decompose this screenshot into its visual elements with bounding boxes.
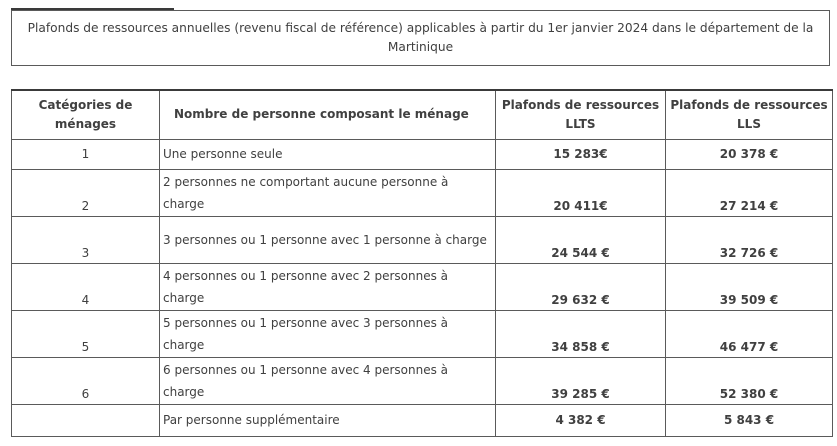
table-row (12, 216, 833, 263)
lls-cell: 46 477 € (666, 310, 833, 357)
category-cell (12, 404, 160, 436)
table-row (12, 404, 833, 436)
household-cell: 4 personnes ou 1 personne avec 2 personnes à charge (160, 263, 496, 310)
caption-text: Plafonds de ressources annuelles (revenu fiscal de référence) applicables à partir du 1er janvier 2024 dans le département de la Martinique (27, 21, 814, 54)
household-cell: 2 personnes ne comportant aucune personne à charge (160, 169, 496, 216)
table-caption (11, 10, 830, 66)
header-household: Nombre de personne composant le ménage (160, 90, 496, 139)
household-cell: 3 personnes ou 1 personne avec 1 personne à charge (160, 216, 496, 263)
table-row (12, 357, 833, 404)
category-cell: 3 (12, 216, 160, 263)
resource-ceilings-table (11, 89, 833, 437)
household-cell: Une personne seule (160, 139, 496, 169)
table-row (12, 139, 833, 169)
category-cell: 6 (12, 357, 160, 404)
lls-cell: 5 843 € (666, 404, 833, 436)
household-cell: 5 personnes ou 1 personne avec 3 personnes à charge (160, 310, 496, 357)
llts-cell: 34 858 € (496, 310, 666, 357)
category-cell: 5 (12, 310, 160, 357)
llts-cell: 29 632 € (496, 263, 666, 310)
household-cell: 6 personnes ou 1 personne avec 4 personnes à charge (160, 357, 496, 404)
llts-cell: 4 382 € (496, 404, 666, 436)
llts-cell: 20 411€ (496, 169, 666, 216)
header-lls: Plafonds de ressources LLS (666, 90, 833, 139)
category-cell: 2 (12, 169, 160, 216)
table-row (12, 263, 833, 310)
lls-cell: 32 726 € (666, 216, 833, 263)
household-cell: Par personne supplémentaire (160, 404, 496, 436)
lls-cell: 20 378 € (666, 139, 833, 169)
llts-cell: 15 283€ (496, 139, 666, 169)
llts-cell: 24 544 € (496, 216, 666, 263)
table-row (12, 169, 833, 216)
lls-cell: 39 509 € (666, 263, 833, 310)
lls-cell: 27 214 € (666, 169, 833, 216)
header-category: Catégories de ménages (12, 90, 160, 139)
category-cell: 4 (12, 263, 160, 310)
llts-cell: 39 285 € (496, 357, 666, 404)
header-row (12, 90, 833, 139)
header-llts: Plafonds de ressources LLTS (496, 90, 666, 139)
category-cell: 1 (12, 139, 160, 169)
lls-cell: 52 380 € (666, 357, 833, 404)
table-row (12, 310, 833, 357)
